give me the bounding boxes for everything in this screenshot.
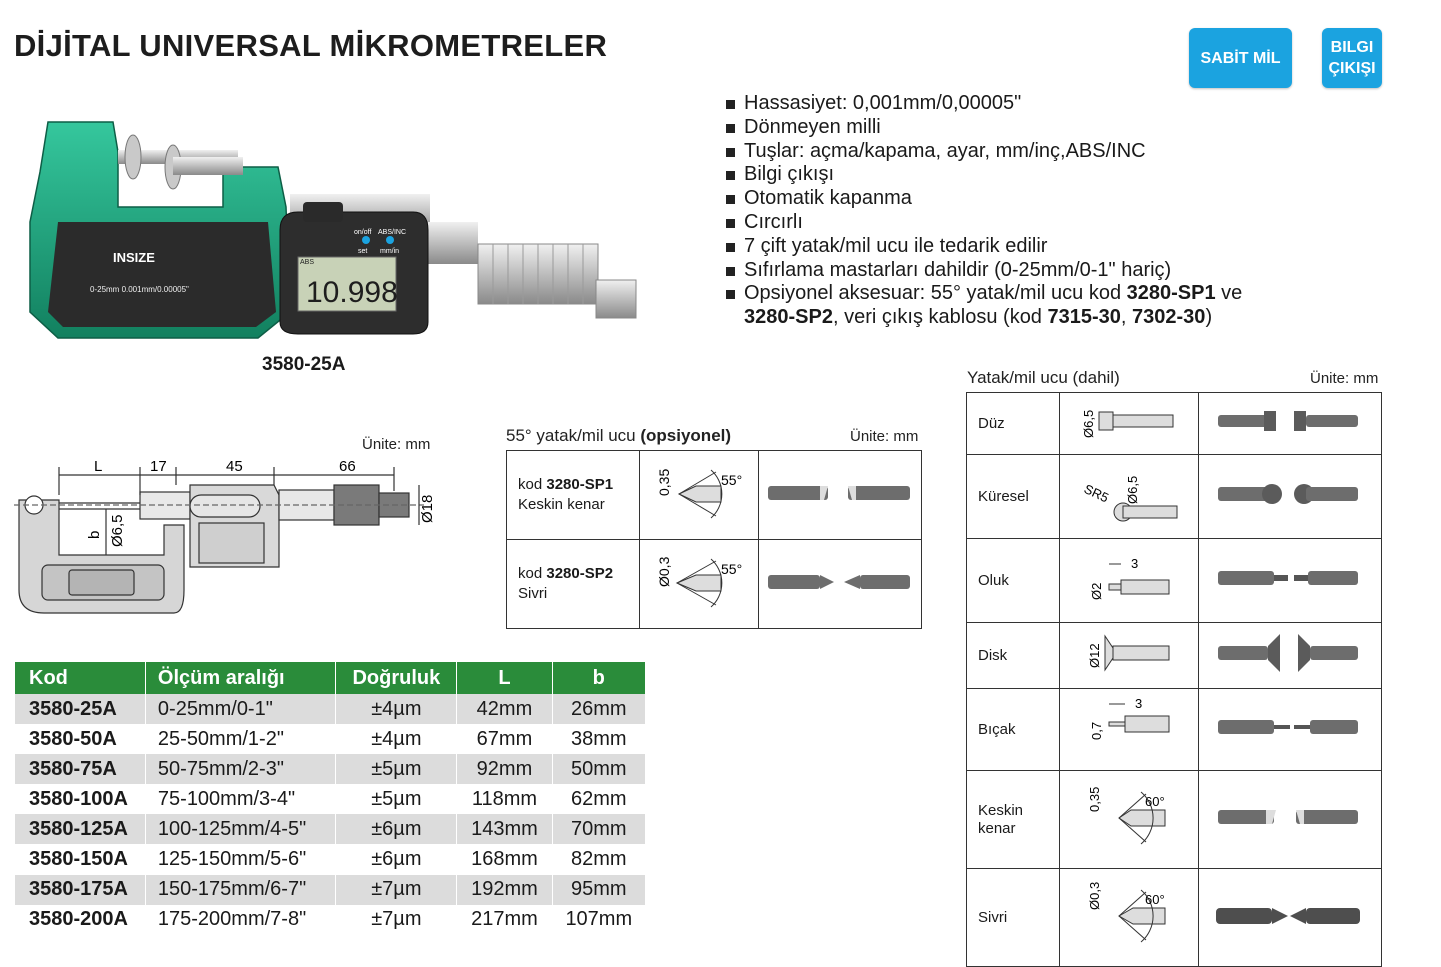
tip-sketch-icon (1061, 624, 1197, 682)
tip-photo-image (760, 541, 920, 621)
tip-photo-image (760, 452, 920, 532)
cell-b: 95mm (552, 875, 645, 905)
optional-code-sp2: 3280-SP2 (744, 306, 833, 329)
cell-accuracy: ±4µm (336, 724, 457, 754)
cell-range: 25-50mm/1-2" (145, 724, 335, 754)
cell-b: 70mm (552, 814, 645, 844)
table-row (15, 905, 646, 935)
tip-photo-image (1200, 690, 1380, 764)
kod-prefix: kod (518, 476, 547, 493)
table-row (967, 689, 1382, 771)
dim-b: b (86, 530, 103, 539)
tip-dim-len: 3 (1131, 556, 1139, 571)
tip-sketch-icon (1061, 870, 1197, 960)
frame-range-text: 0-25mm 0.001mm/0.00005" (90, 285, 189, 294)
tip-photo (1199, 539, 1382, 623)
cell-b: 50mm (552, 754, 645, 784)
cell-range: 100-125mm/4-5" (145, 814, 335, 844)
tip-angle: 60° (1145, 794, 1165, 809)
cell-accuracy: ±7µm (336, 875, 457, 905)
tip-dimension-sketch (1060, 771, 1199, 869)
tip-photo-image (1200, 870, 1380, 960)
cell-b: 38mm (552, 724, 645, 754)
tip-sketch-icon (1061, 456, 1197, 532)
badge-fixed-spindle (1189, 28, 1292, 88)
tip-sketch-icon (641, 541, 757, 621)
table-row (967, 869, 1382, 967)
tip-photo-image (1200, 540, 1380, 616)
btn-absinc-label: ABS/INC (378, 229, 407, 236)
tip-photo-image (1200, 456, 1380, 532)
feature-item-optional (724, 282, 1242, 330)
cell-kod: 3580-200A (15, 905, 145, 935)
cell-accuracy: ±5µm (336, 784, 457, 814)
included-tips-table (966, 392, 1382, 967)
table-row (967, 455, 1382, 539)
cell-range: 150-175mm/6-7" (145, 875, 335, 905)
table-row (15, 814, 646, 844)
optional-tips-caption-bold: (opsiyonel) (640, 426, 732, 445)
cell-range: 0-25mm/0-1" (145, 694, 335, 724)
tip-dim: Ø12 (1087, 643, 1102, 668)
tip-dim: Ø6,5 (1081, 409, 1096, 438)
tip-dimension-sketch (1060, 539, 1199, 623)
spec-table (15, 662, 646, 935)
table-row (967, 771, 1382, 869)
cell-accuracy: ±5µm (336, 754, 457, 784)
optional-text: , (1120, 306, 1133, 329)
cell-L: 143mm (457, 814, 552, 844)
tip-dimension-sketch (1060, 689, 1199, 771)
table-row (507, 451, 922, 540)
cell-b: 26mm (552, 694, 645, 724)
tip-name-text: Keskin kenar (978, 801, 1024, 837)
feature-item: Dönmeyen milli (724, 116, 1242, 140)
optional-cable-code-2: 7302-30 (1132, 306, 1206, 329)
cell-range: 50-75mm/2-3" (145, 754, 335, 784)
table-row (967, 539, 1382, 623)
tip-name (967, 771, 1060, 869)
dim-17: 17 (150, 458, 167, 475)
tip-angle: 55° (721, 561, 743, 577)
tip-dim: Ø0,3 (1087, 881, 1102, 910)
drawing-unit: Ünite: mm (362, 436, 431, 453)
tip-photo (759, 540, 922, 629)
tip-dim-len: 3 (1135, 696, 1143, 711)
tip-photo-image (1200, 394, 1380, 448)
kod-prefix: kod (518, 565, 547, 582)
tip-dim: 0,35 (656, 468, 672, 496)
table-row (15, 875, 646, 905)
tip-name: Sivri (967, 869, 1060, 967)
col-header: Ölçüm aralığı (145, 662, 335, 694)
cell-accuracy: ±7µm (336, 905, 457, 935)
tip-photo (1199, 623, 1382, 689)
tip-dimension-sketch (640, 540, 759, 629)
cell-kod: 3580-150A (15, 844, 145, 874)
dim-66: 66 (339, 458, 356, 475)
tip-dimension-sketch (1060, 869, 1199, 967)
tip-photo (1199, 393, 1382, 455)
table-row (507, 540, 922, 629)
tip-code: 3280-SP2 (546, 565, 614, 582)
btn-mmin-label: mm/in (380, 248, 400, 255)
tip-code: 3280-SP1 (546, 476, 614, 493)
dim-dia65: Ø6,5 (109, 514, 126, 547)
badge-data-output (1322, 28, 1382, 88)
tip-dim: Ø2 (1089, 582, 1104, 600)
optional-tips-table (506, 450, 922, 629)
badge-data-output-line2: ÇIKIŞI (1328, 60, 1376, 77)
btn-onoff-label: on/off (354, 229, 372, 236)
included-tips-unit: Ünite: mm (1310, 370, 1379, 387)
table-row (15, 784, 646, 814)
spec-header-row (15, 662, 646, 694)
product-model-caption: 3580-25A (262, 354, 346, 375)
cell-L: 42mm (457, 694, 552, 724)
tip-dim: 0,7 (1089, 721, 1104, 740)
optional-tips-unit: Ünite: mm (850, 428, 919, 445)
tip-dimension-sketch (640, 451, 759, 540)
feature-item: 7 çift yatak/mil ucu ile tedarik edilir (724, 235, 1242, 259)
page-title: DİJİTAL UNIVERSAL MİKROMETRELER (14, 28, 608, 63)
tip-name: Disk (967, 623, 1060, 689)
optional-tip-label (507, 451, 640, 540)
included-tips-caption: Yatak/mil ucu (dahil) (967, 368, 1120, 387)
tip-photo-image (1200, 772, 1380, 862)
tip-name: Bıçak (967, 689, 1060, 771)
cell-range: 125-150mm/5-6" (145, 844, 335, 874)
cell-range: 75-100mm/3-4" (145, 784, 335, 814)
cell-accuracy: ±4µm (336, 694, 457, 724)
display-abs: ABS (300, 259, 315, 266)
cell-b: 82mm (552, 844, 645, 874)
table-row (967, 393, 1382, 455)
optional-text: ) (1205, 306, 1213, 329)
technical-drawing (14, 455, 444, 620)
col-header: L (457, 662, 552, 694)
cell-kod: 3580-25A (15, 694, 145, 724)
btn-set-label: set (358, 248, 368, 255)
feature-item: Tuşlar: açma/kapama, ayar, mm/inç,ABS/INC (724, 140, 1242, 164)
feature-item: Sıfırlama mastarları dahildir (0-25mm/0-1" hariç) (724, 259, 1242, 283)
cell-kod: 3580-100A (15, 784, 145, 814)
col-header: Kod (15, 662, 145, 694)
tip-sketch-icon (1061, 540, 1197, 616)
col-header: b (552, 662, 645, 694)
tip-sketch-icon (1061, 772, 1197, 862)
optional-tips-caption-text: 55° yatak/mil ucu (506, 426, 641, 445)
feature-item: Hassasiyet: 0,001mm/0,00005" (724, 92, 1242, 116)
tip-dim: Ø0,3 (656, 556, 672, 587)
tip-photo (759, 451, 922, 540)
cell-L: 168mm (457, 844, 552, 874)
tip-dimension-sketch (1060, 455, 1199, 539)
optional-cable-code-1: 7315-30 (1047, 306, 1121, 329)
cell-accuracy: ±6µm (336, 814, 457, 844)
table-row (15, 754, 646, 784)
optional-text: ve (1215, 282, 1243, 305)
tip-photo (1199, 869, 1382, 967)
feature-item: Cırcırlı (724, 211, 1242, 235)
optional-text: Opsiyonel aksesuar: 55° yatak/mil ucu kod (744, 282, 1127, 305)
micrometer-photo (18, 112, 648, 344)
optional-tip-label (507, 540, 640, 629)
cell-L: 217mm (457, 905, 552, 935)
optional-text: , veri çıkış kablosu (kod (832, 306, 1048, 329)
table-row (967, 623, 1382, 689)
cell-L: 67mm (457, 724, 552, 754)
optional-code-sp1: 3280-SP1 (1126, 282, 1216, 305)
cell-b: 62mm (552, 784, 645, 814)
cell-range: 175-200mm/7-8" (145, 905, 335, 935)
cell-L: 118mm (457, 784, 552, 814)
col-header: Doğruluk (336, 662, 457, 694)
cell-b: 107mm (552, 905, 645, 935)
cell-kod: 3580-175A (15, 875, 145, 905)
tip-name: Oluk (967, 539, 1060, 623)
tip-photo (1199, 771, 1382, 869)
table-row (15, 724, 646, 754)
dim-45: 45 (226, 458, 243, 475)
tip-name: Keskin kenar (518, 496, 605, 513)
cell-L: 192mm (457, 875, 552, 905)
tip-name: Düz (967, 393, 1060, 455)
tip-name: Küresel (967, 455, 1060, 539)
tip-photo (1199, 689, 1382, 771)
cell-kod: 3580-125A (15, 814, 145, 844)
tip-dim-sr: SR5 (1081, 481, 1111, 506)
feature-item: Bilgi çıkışı (724, 163, 1242, 187)
brand-logo: INSIZE (113, 250, 155, 265)
tip-sketch-icon (1061, 394, 1197, 448)
dim-dia18: Ø18 (419, 494, 436, 523)
tip-photo (1199, 455, 1382, 539)
cell-kod: 3580-75A (15, 754, 145, 784)
cell-accuracy: ±6µm (336, 844, 457, 874)
badge-data-output-line1: BILGI (1330, 39, 1374, 56)
tip-dim: 0,35 (1087, 786, 1102, 812)
table-row (15, 844, 646, 874)
tip-dimension-sketch (1060, 623, 1199, 689)
feature-item: Otomatik kapanma (724, 187, 1242, 211)
tip-sketch-icon (1061, 690, 1197, 764)
tip-photo-image (1200, 624, 1380, 682)
tip-dim: Ø6,5 (1125, 475, 1140, 504)
tip-angle: 60° (1145, 892, 1165, 907)
optional-tips-caption (506, 426, 731, 446)
display-reading: 10.998 (306, 276, 398, 309)
feature-list (724, 92, 1242, 330)
table-row (15, 694, 646, 724)
tip-sketch-icon (641, 452, 757, 532)
tip-dimension-sketch (1060, 393, 1199, 455)
tip-angle: 55° (721, 472, 743, 488)
badge-fixed-spindle-label: SABİT MİL (1200, 49, 1281, 67)
cell-L: 92mm (457, 754, 552, 784)
cell-kod: 3580-50A (15, 724, 145, 754)
tip-name: Sivri (518, 585, 548, 602)
dim-L: L (94, 458, 103, 475)
